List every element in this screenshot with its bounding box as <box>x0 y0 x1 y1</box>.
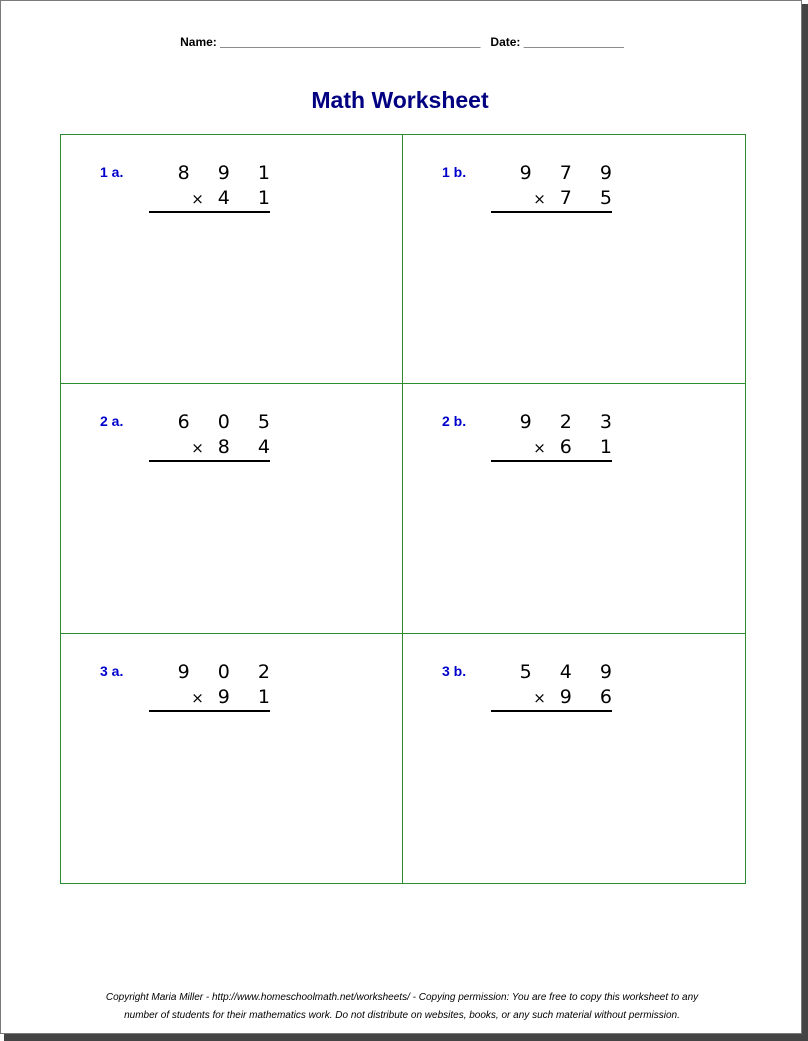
multiplier: 8 4 <box>217 436 281 459</box>
problem-cell-3a <box>61 634 403 883</box>
problem-label: 3 b. <box>442 662 467 679</box>
problem-label: 2 b. <box>442 413 467 430</box>
multiplication-problem <box>149 660 281 712</box>
times-sign: × <box>533 688 546 707</box>
multiplier-row <box>149 685 281 712</box>
times-sign: × <box>191 688 204 707</box>
problem-label: 3 a. <box>100 662 124 679</box>
multiplicand: 9 0 2 <box>177 660 281 683</box>
multiplicand: 5 4 9 <box>519 660 623 683</box>
times-sign: × <box>191 439 204 458</box>
multiplier-row <box>491 685 623 712</box>
problem-cell-2b <box>403 384 745 633</box>
page-shadow-right <box>802 4 808 1040</box>
problem-grid <box>60 134 746 884</box>
multiplier: 4 1 <box>217 187 281 209</box>
multiplier: 6 1 <box>559 436 623 459</box>
multiplier-row <box>491 186 623 213</box>
problem-cell-3b <box>403 634 745 883</box>
multiplier: 9 1 <box>217 685 281 708</box>
header-line <box>1 35 803 49</box>
footer-line-2: number of students for their mathematics work. Do not distribute on websites, books, or any such material without permission. <box>124 1010 680 1021</box>
multiplier: 7 5 <box>559 187 623 209</box>
multiplication-problem <box>491 660 623 712</box>
footer-line-1: Copyright Maria Miller - http://www.homeschoolmath.net/worksheets/ - Copying permission: You are free to copy this worksheet to any <box>105 992 699 1003</box>
multiplication-problem <box>491 161 623 213</box>
multiplier-row <box>491 435 623 462</box>
multiplier: 9 6 <box>559 685 623 708</box>
problem-cell-1b <box>403 135 745 384</box>
multiplier-row <box>149 186 281 213</box>
name-field-label: Name: _______________________________________ <box>180 35 481 49</box>
problem-label: 1 b. <box>442 164 467 180</box>
multiplier-row <box>149 435 281 462</box>
problem-cell-2a <box>61 384 403 633</box>
page-title: Math Worksheet <box>311 87 489 113</box>
problem-label: 1 a. <box>100 164 124 180</box>
multiplicand: 9 7 9 <box>519 162 623 184</box>
date-field-label: Date: _______________ <box>490 35 624 49</box>
copyright-footer <box>1 989 803 1025</box>
problem-label: 2 a. <box>100 413 124 430</box>
multiplicand: 9 2 3 <box>519 411 623 434</box>
times-sign: × <box>533 439 546 458</box>
problem-cell-1a <box>61 135 403 384</box>
page-shadow-bottom <box>4 1034 808 1041</box>
times-sign: × <box>533 190 546 208</box>
multiplication-problem <box>149 410 281 462</box>
multiplicand: 8 9 1 <box>177 162 281 184</box>
multiplication-problem <box>149 161 281 213</box>
multiplication-problem <box>491 410 623 462</box>
multiplicand: 6 0 5 <box>177 411 281 434</box>
times-sign: × <box>191 190 204 208</box>
